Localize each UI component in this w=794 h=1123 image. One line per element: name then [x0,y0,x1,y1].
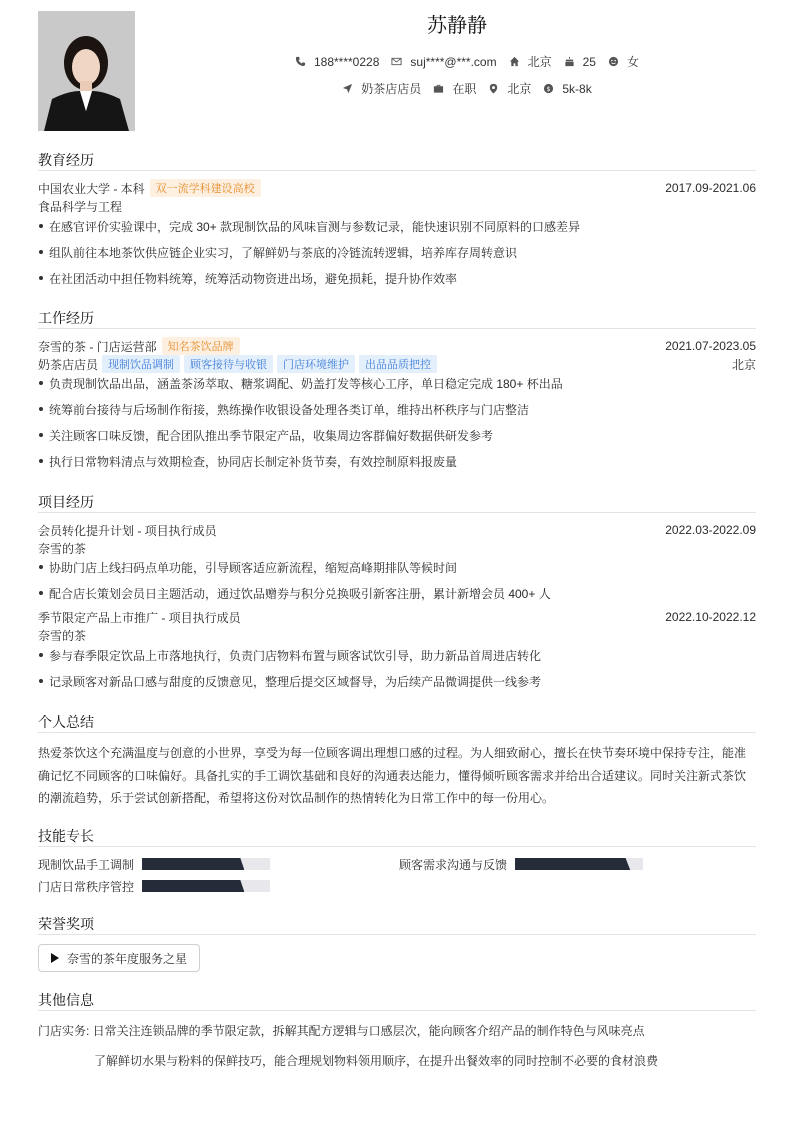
summary-line: 的潮流趋势，乐于尝试创新搭配，希望将这份对饮品制作的热情转化为日常工作中的每一份用心。 [38,791,555,805]
section-title: 项目经历 [38,492,756,513]
skill-bar-fill [142,880,244,892]
work-header [38,338,756,354]
phone-text: 188****0228 [313,54,380,69]
work-date: 2021.07-2023.05 [665,339,756,353]
major: 食品科学与工程 [38,199,123,214]
skill-tag: 现制饮品调制 [102,355,180,373]
hometown-text: 北京 [527,55,552,69]
age-text: 25 [582,54,596,69]
project-header [38,522,756,538]
svg-text:$: $ [546,84,551,93]
list-item: 在社团活动中担任物料统筹，统筹活动物资进出场，避免损耗，提升协作效率 [38,270,756,286]
summary-line: 确记忆不同顾客的口味偏好。具备扎实的手工调饮基础和良好的沟通表达能力，懂得倾听顾客需求并给出合适建议。同时关注新式茶饮 [38,768,747,783]
other-section [38,990,756,1068]
salary-text: 5k-8k [562,81,592,96]
award-badge [38,944,200,972]
section-title: 个人总结 [38,712,756,733]
email-item [391,55,496,69]
list-item: 参与春季限定饮品上市落地执行，负责门店物料布置与顾客试饮引导，助力新品首周进店转化 [38,647,756,663]
job-target-item [342,80,421,97]
skill-name: 现制饮品手工调制 [38,857,135,872]
award-text: 奈雪的茶年度服务之星 [67,951,188,966]
triangle-right-icon [51,953,59,963]
city-text: 北京 [507,82,532,96]
education-section [38,150,756,286]
skill-bar [142,880,270,892]
list-item: 配合店长策划会员日主题活动，通过饮品赠券与积分兑换吸引新客注册，累计新增会员 400+ 人 [38,585,756,601]
city-item [488,80,531,97]
contact-info-row [140,53,794,70]
list-item: 执行日常物料清点与效期检查，协同店长制定补货节奏，有效控制原料报废量 [38,453,756,469]
location-pin-icon [488,83,499,94]
list-item: 在感官评价实验课中，完成 30+ 款现制饮品的风味盲测与参数记录，能快速识别不同原料的口感差异 [38,218,756,234]
list-item: 统筹前台接待与后场制作衔接，熟练操作收银设备处理各类订单，维持出杯秩序与门店整洁 [38,401,756,417]
send-icon [342,83,353,94]
skill-item [38,878,270,894]
summary-section [38,712,756,805]
list-item: 记录顾客对新品口感与甜度的反馈意见，整理后提交区域督导，为后续产品微调提供一线参考 [38,673,756,689]
other-line: 门店实务: 日常关注连锁品牌的季节限定款，拆解其配方逻辑与口感层次，能向顾客介绍产品的制作特色与风味亮点 [38,1023,645,1038]
work-section [38,308,756,469]
status-text: 在职 [452,82,477,96]
gender-text: 女 [626,55,639,69]
education-date: 2017.09-2021.06 [665,181,756,195]
list-item: 组队前往本地茶饮供应链企业实习，了解鲜奶与茶底的冷链流转逻辑，培养库存周转意识 [38,244,756,260]
status-item [433,80,476,97]
projects-section [38,492,756,689]
gender-item [608,53,639,70]
project-name: 会员转化提升计划 - 项目执行成员 [38,523,217,538]
section-title: 教育经历 [38,150,756,171]
education-header [38,180,756,196]
list-item: 负责现制饮品出品，涵盖茶汤萃取、糖浆调配、奶盖打发等核心工序，单日稳定完成 180+ 杯出品 [38,375,756,391]
home-icon [509,56,520,67]
section-title: 工作经历 [38,308,756,329]
project-date: 2022.10-2022.12 [665,610,756,624]
mail-icon [391,56,402,67]
skill-tag: 顾客接待与收银 [184,355,273,373]
school-tag: 双一流学科建设高校 [150,179,261,197]
work-role-row [38,356,756,372]
age-item [564,55,596,69]
school-name: 中国农业大学 - 本科 [38,181,145,196]
skill-item [38,856,270,872]
skill-tag: 门店环境维护 [277,355,355,373]
phone-icon [295,56,306,67]
cake-icon [564,56,575,67]
candidate-name: 苏静静 [427,15,487,37]
job-target-text: 奶茶店店员 [361,82,422,96]
salary-item [543,82,591,96]
money-icon [543,83,554,94]
summary-line: 热爱茶饮这个充满温度与创意的小世界，享受为每一位顾客调出理想口感的过程。为人细致耐心，擅长在快节奏环境中保持专注，能准 [38,746,747,760]
skill-name: 门店日常秩序管控 [38,879,135,894]
section-title: 技能专长 [38,826,756,847]
skill-tag: 出品品质把控 [359,355,437,373]
project-date: 2022.03-2022.09 [665,523,756,537]
hometown-item [509,53,552,70]
work-location: 北京 [731,357,756,372]
work-role: 奶茶店店员 [38,357,99,372]
section-title: 荣誉奖项 [38,914,756,935]
email-text: suj****@***.com [410,54,497,69]
face-icon [608,56,619,67]
section-title: 其他信息 [38,990,756,1011]
phone-item [295,55,379,69]
summary-text [38,742,756,810]
project-name: 季节限定产品上市推广 - 项目执行成员 [38,610,241,625]
skill-name: 顾客需求沟通与反馈 [399,857,508,872]
project-org: 奈雪的茶 [38,628,87,643]
job-intent-row [140,80,794,97]
skill-bar-fill [515,858,630,870]
other-line: 了解鲜切水果与粉料的保鲜技巧，能合理规划物料领用顺序，在提升出餐效率的同时控制不必要的食材浪费 [94,1053,659,1068]
skill-bar [142,858,270,870]
project-org: 奈雪的茶 [38,541,87,556]
skills-section [38,826,756,894]
list-item: 关注顾客口味反馈，配合团队推出季节限定产品，收集周边客群偏好数据供研发参考 [38,427,756,443]
company-name: 奈雪的茶 - 门店运营部 [38,339,157,354]
briefcase-icon [433,83,444,94]
project-header [38,609,756,625]
skill-item [399,856,643,872]
list-item: 协助门店上线扫码点单功能，引导顾客适应新流程，缩短高峰期排队等候时间 [38,559,756,575]
company-tag: 知名茶饮品牌 [162,337,240,355]
skill-bar-fill [142,858,244,870]
skill-bar [515,858,643,870]
awards-section [38,914,756,966]
